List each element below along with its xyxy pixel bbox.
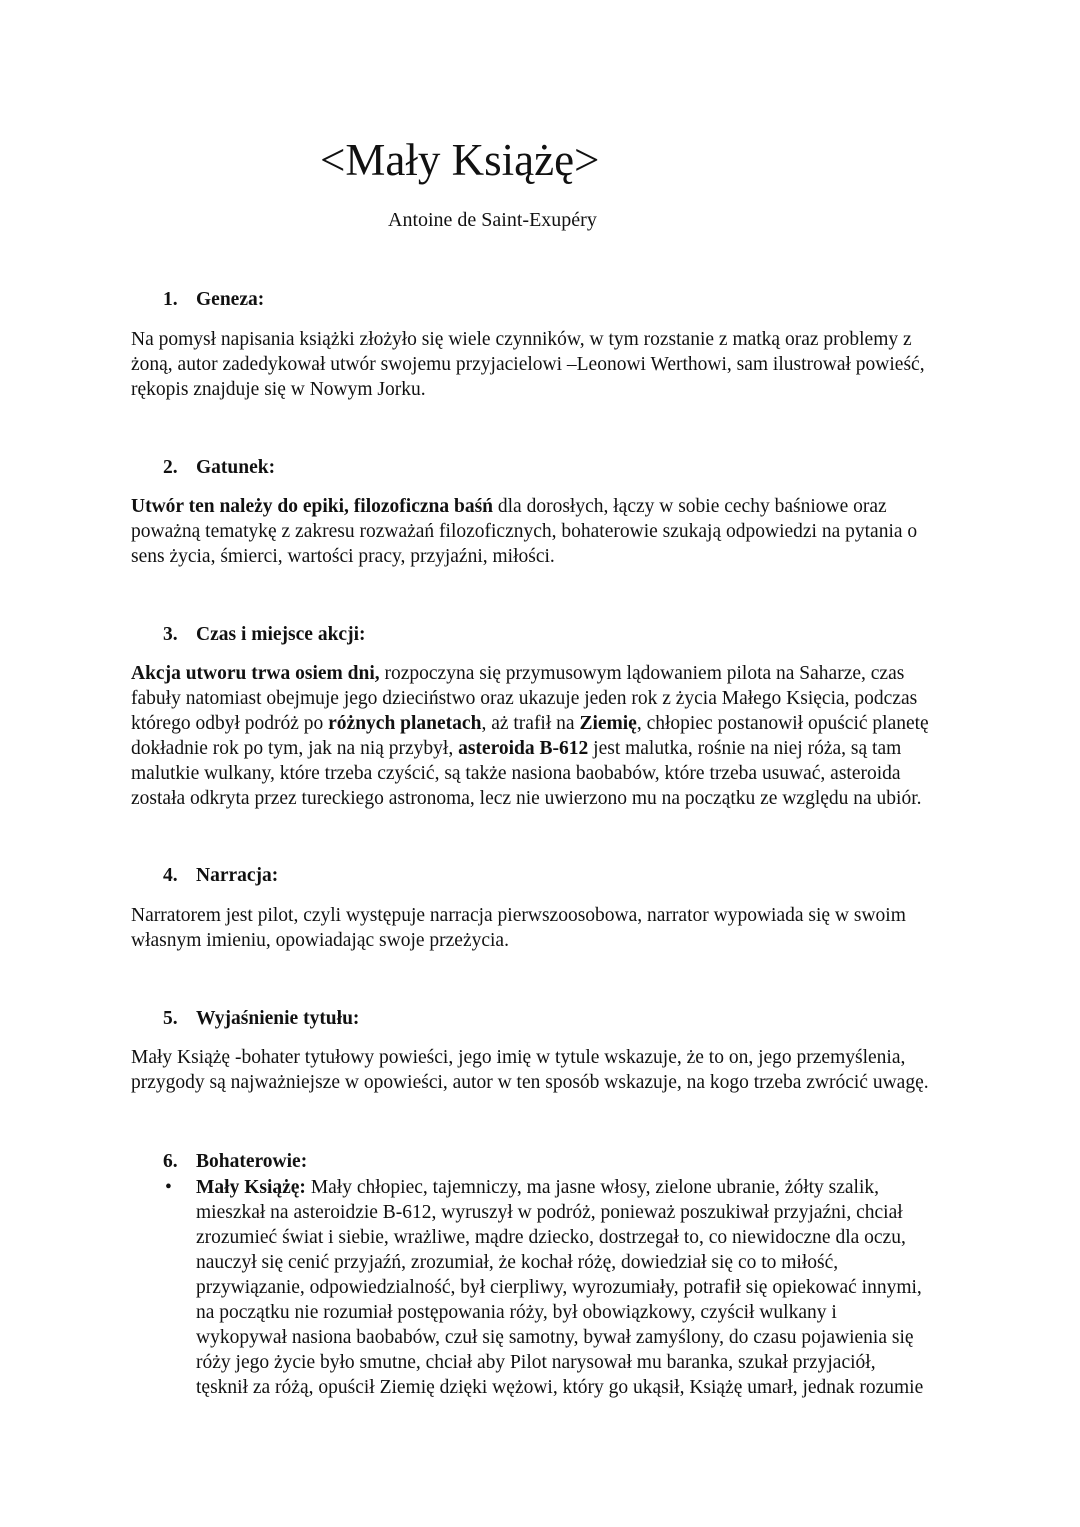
text-run: przywiązanie, odpowiedzialność, był cierpliwy, wyrozumiały, potrafił się opiekować innymi, (196, 1277, 922, 1298)
section-number: 3. (163, 624, 178, 645)
text-line (131, 736, 961, 761)
section-heading (163, 455, 275, 481)
text-run: Mały chłopiec, tajemniczy, ma jasne włosy, zielone ubranie, żółty szalik, (305, 1177, 880, 1198)
text-line (196, 1225, 996, 1250)
section-number: 2. (163, 457, 178, 478)
section-paragraph (131, 1045, 961, 1095)
bold-text: Akcja utworu trwa osiem dni, (131, 663, 380, 684)
text-run: nauczył się cenić przyjaźń, zrozumiał, że kochał różę, dowiedział się co to miłość, (196, 1252, 839, 1273)
section-number: 1. (163, 289, 178, 310)
text-line (196, 1300, 996, 1325)
text-line (131, 377, 961, 402)
text-run: tęsknił za różą, opuścił Ziemię dzięki wężowi, który go ukąsił, Książę umarł, jednak rozumie (196, 1377, 924, 1398)
text-line (131, 327, 961, 352)
text-line (131, 1045, 961, 1070)
text-line (196, 1200, 996, 1225)
text-line (131, 903, 961, 928)
text-line (131, 761, 961, 786)
section-title: Bohaterowie: (196, 1151, 308, 1172)
section-number: 5. (163, 1008, 178, 1029)
text-line (196, 1175, 996, 1200)
text-run: jest malutka, rośnie na niej róża, są tam (588, 738, 902, 759)
text-run: sens życia, śmierci, wartości pracy, przyjaźni, miłości. (131, 546, 555, 567)
text-run: którego odbył podróż po (131, 713, 329, 734)
text-line (131, 544, 961, 569)
text-run: Narratorem jest pilot, czyli występuje narracja pierwszoosobowa, narrator wypowiada się w swoim (131, 905, 906, 926)
bold-text: Utwór ten należy do epiki, filozoficzna baśń (131, 496, 494, 517)
section-paragraph (131, 903, 961, 953)
bullet-marker: • (165, 1177, 172, 1198)
text-line (196, 1350, 996, 1375)
text-run: mieszkał na asteroidzie B-612, wyruszył w podróż, ponieważ poszukiwał przyjaźni, chciał (196, 1202, 903, 1223)
text-line (131, 786, 961, 811)
text-line (196, 1375, 996, 1400)
bold-text: Ziemię (579, 713, 637, 734)
document-title: <Mały Książę> (320, 135, 600, 185)
section-title: Czas i miejsce akcji: (196, 624, 366, 645)
section-heading (163, 1149, 307, 1175)
section-title: Wyjaśnienie tytułu: (196, 1008, 360, 1029)
text-run: Na pomysł napisania książki złożyło się wiele czynników, w tym rozstanie z matką oraz problemy z (131, 329, 912, 350)
text-line (196, 1325, 996, 1350)
text-line (131, 686, 961, 711)
text-line (131, 711, 961, 736)
text-run: zrozumieć świat i siebie, wrażliwe, mądre dziecko, dostrzegał to, co niewidoczne dla oczu, (196, 1227, 906, 1248)
text-run: rękopis znajduje się w Nowym Jorku. (131, 379, 426, 400)
text-run: dokładnie rok po tym, jak na nią przybył, (131, 738, 459, 759)
section-number: 4. (163, 865, 178, 886)
text-run: Mały Książę -bohater tytułowy powieści, jego imię w tytule wskazuje, że to on, jego przemyślenia, (131, 1047, 906, 1068)
character-description (196, 1175, 996, 1400)
text-run: na początku nie rozumiał postępowania róży, był obowiązkowy, czyścił wulkany i (196, 1302, 837, 1323)
text-run: róży jego życie było smutne, chciał aby Pilot narysował mu baranka, szukał przyjaciół, (196, 1352, 876, 1373)
text-run: wykopywał nasiona baobabów, czuł się samotny, bywał zamyślony, do czasu pojawienia się (196, 1327, 914, 1348)
document-author: Antoine de Saint-Exupéry (388, 209, 597, 231)
text-run: fabuły natomiast obejmuje jego dzieciństwo oraz ukazuje jeden rok z życia Małego Księcia, podczas (131, 688, 918, 709)
section-title: Gatunek: (196, 457, 276, 478)
text-line (131, 494, 961, 519)
text-line (196, 1250, 996, 1275)
text-run: dla dorosłych, łączy w sobie cechy baśniowe oraz (493, 496, 887, 517)
text-line (131, 1070, 961, 1095)
section-number: 6. (163, 1151, 178, 1172)
text-run: przygody są najważniejsze w opowieści, autor w ten sposób wskazuje, na kogo trzeba zwrócić uwagę. (131, 1072, 929, 1093)
text-run: została odkryta przez tureckiego astronoma, lecz nie uwierzono mu na początku ze względu na ubiór. (131, 788, 922, 809)
text-line (196, 1275, 996, 1300)
section-title: Geneza: (196, 289, 265, 310)
section-paragraph (131, 327, 961, 402)
text-run: poważną tematykę z zakresu rozważań filozoficznych, bohaterowie szukają odpowiedzi na pytania o (131, 521, 918, 542)
text-run: , aż trafił na (481, 713, 580, 734)
text-line (131, 352, 961, 377)
section-heading (163, 622, 365, 648)
section-heading (163, 863, 278, 889)
bold-text: różnych planetach (328, 713, 482, 734)
text-run: rozpoczyna się przymusowym lądowaniem pilota na Saharze, czas (379, 663, 905, 684)
text-line (131, 661, 961, 686)
section-heading (163, 1006, 359, 1032)
text-run: własnym imieniu, opowiadając swoje przeżycia. (131, 930, 509, 951)
bold-text: Mały Książę: (196, 1177, 306, 1198)
text-line (131, 928, 961, 953)
section-paragraph (131, 661, 961, 811)
text-line (131, 519, 961, 544)
text-run: żoną, autor zadedykował utwór swojemu przyjacielowi –Leonowi Werthowi, sam ilustrował powieść, (131, 354, 925, 375)
section-paragraph (131, 494, 961, 569)
bold-text: asteroida B-612 (458, 738, 589, 759)
section-title: Narracja: (196, 865, 279, 886)
section-heading (163, 287, 264, 313)
text-run: , chłopiec postanowił opuścić planetę (636, 713, 929, 734)
text-run: malutkie wulkany, które trzeba czyścić, są także nasiona baobabów, które trzeba usuwać, asteroida (131, 763, 901, 784)
